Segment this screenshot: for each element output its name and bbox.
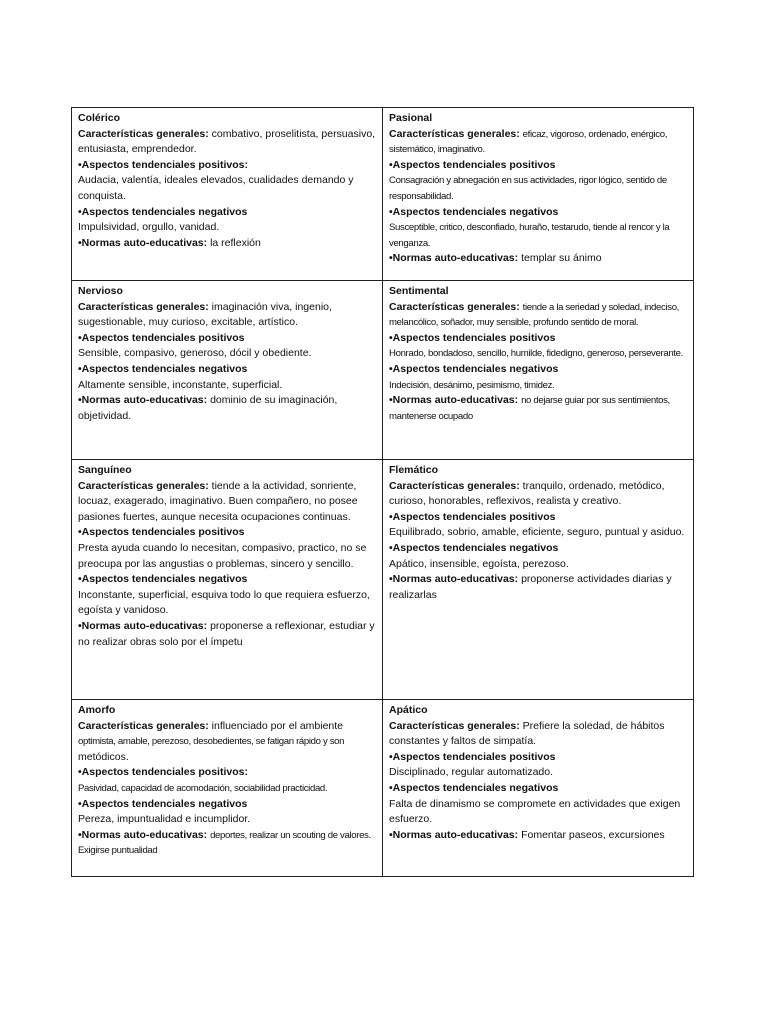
positivos-text: Consagración y abnegación en sus actividades, rigor lógico, sentido de responsabilidad.	[389, 175, 667, 202]
cell-colerico: Colérico Características generales: combativo, proselitista, persuasivo, entusiasta, emprendedor. •Aspectos tendenciales positivos: Audacia, valentía, ideales elevados, cualidades demando y conquista. •Aspectos tendenciales negativos Impulsividad, orgullo, vanidad. •Normas auto-educativas: la reflexión	[72, 108, 383, 281]
cell-nervioso: Nervioso Características generales: imaginación viva, ingenio, sugestionable, muy curioso, excitable, artístico. •Aspectos tendenciales positivos Sensible, compasivo, generoso, dócil y obediente. •Aspectos tendenciales negativos Altamente sensible, inconstante, superficial. •Normas auto-educativas: dominio de su imaginación, objetividad.	[72, 281, 383, 460]
label-normas: •Normas auto-educativas	[389, 252, 515, 265]
positivos-text: Presta ayuda cuando lo necesitan, compasivo, practico, no se preocupa por las angustias o problemas, sincero y sencillo.	[78, 541, 367, 570]
cell-title: Sentimental	[389, 285, 449, 297]
label-positivos: •Aspectos tendenciales positivos	[389, 158, 556, 171]
label-negativos: •Aspectos tendenciales negativos	[389, 541, 559, 554]
cell-title: Nervioso	[78, 285, 123, 297]
temperament-table	[71, 107, 694, 877]
label-generales: Características generales	[78, 127, 206, 140]
label-normas: •Normas auto-educativas	[78, 394, 204, 407]
positivos-text: Disciplinado, regular automatizado.	[389, 766, 554, 779]
label-generales: Características generales	[389, 719, 517, 732]
label-positivos: •Aspectos tendenciales positivos:	[78, 766, 248, 779]
normas-text: Fomentar paseos, excursiones	[521, 828, 665, 841]
cell-apatico: Apático Características generales: Prefiere la soledad, de hábitos constantes y faltos de simpatía. •Aspectos tendenciales positivos Disciplinado, regular automatizado. •Aspectos tendenciales negativos Falta de dinamismo se compromete en actividades que exigen esfuerzo. •Normas auto-educativas: Fomentar paseos, excursiones	[383, 700, 694, 877]
generales-text: Prefiere la soledad, de hábitos constantes y faltos de simpatía.	[389, 719, 665, 748]
generales-text: tranquilo, ordenado, metódico, curioso, honorables, reflexivos, realista y creativo.	[389, 479, 665, 508]
negativos-text: Apático, insensible, egoísta, perezoso.	[389, 557, 569, 570]
normas-text: proponerse actividades diarias y realizarlas	[389, 573, 672, 601]
cell-pasional: Pasional Características generales: eficaz, vigoroso, ordenado, enérgico, sistemático, imaginativo. •Aspectos tendenciales positivos Consagración y abnegación en sus actividades, rigor lógico, sentido de responsabilidad. •Aspectos tendenciales negativos Susceptible, critico, desconfiado, huraño, testarudo, tiende al rencor y la venganza. •Normas auto-educativas: templar su ánimo	[383, 108, 694, 281]
normas-text: dominio de su imaginación, objetividad.	[78, 394, 338, 422]
label-normas: •Normas auto-educativas	[389, 394, 515, 407]
negativos-text: Falta de dinamismo se compromete en actividades que exigen esfuerzo.	[389, 797, 681, 826]
label-negativos: •Aspectos tendenciales negativos	[389, 781, 559, 794]
cell-amorfo: Amorfo Características generales: influenciado por el ambiente optimista, amable, perezoso, desobedientes, se fatigan rápido y son metódicos. •Aspectos tendenciales positivos: Pasividad, capacidad de acomodación, sociabilidad practicidad. •Aspectos tendenciales negativos Pereza, impuntualidad e incumplidor. •Normas auto-educativas: deportes, realizar un scouting de valores. Exigirse puntualidad	[72, 700, 383, 877]
cell-title: Apático	[389, 704, 428, 716]
positivos-text: Audacia, valentía, ideales elevados, cualidades demando y conquista.	[78, 174, 354, 202]
label-normas: •Normas auto-educativas	[78, 619, 204, 632]
label-positivos: •Aspectos tendenciales positivos	[389, 331, 556, 344]
negativos-text: Susceptible, critico, desconfiado, huraño, testarudo, tiende al rencor y la venganza.	[389, 222, 670, 249]
generales-text-a: influenciado por el ambiente	[211, 719, 344, 732]
generales-text: tiende a la seriedad y soledad, indeciso, melancólico, soñador, muy sensible, profundo sentido de moral.	[389, 301, 679, 329]
cell-flematico: Flemático Características generales: tranquilo, ordenado, metódico, curioso, honorables, reflexivos, realista y creativo. •Aspectos tendenciales positivos Equilibrado, sobrio, amable, eficiente, seguro, puntual y asiduo. •Aspectos tendenciales negativos Apático, insensible, egoísta, perezoso. •Normas auto-educativas: proponerse actividades diarias y realizarlas	[383, 460, 694, 700]
table-row	[72, 460, 694, 700]
label-generales: Características generales	[78, 479, 206, 492]
label-generales: Características generales	[389, 300, 517, 313]
positivos-text: Equilibrado, sobrio, amable, eficiente, seguro, puntual y asiduo.	[389, 526, 685, 539]
cell-sentimental: Sentimental Características generales: tiende a la seriedad y soledad, indeciso, melancólico, soñador, muy sensible, profundo sentido de moral. •Aspectos tendenciales positivos Honrado, bondadoso, sencillo, humilde, fidedigno, generoso, perseverante. •Aspectos tendenciales negativos Indecisión, desánimo, pesimismo, timidez. •Normas auto-educativas: no dejarse guiar por sus sentimientos, mantenerse ocupado	[383, 281, 694, 460]
label-negativos: •Aspectos tendenciales negativos	[389, 205, 559, 218]
positivos-text: Pasividad, capacidad de acomodación, sociabilidad practicidad.	[78, 782, 328, 794]
label-positivos: •Aspectos tendenciales positivos	[78, 331, 245, 344]
table-row	[72, 108, 694, 281]
label-generales: Características generales	[389, 479, 517, 492]
label-normas: •Normas auto-educativas	[78, 828, 204, 841]
label-positivos: •Aspectos tendenciales positivos	[389, 510, 556, 523]
label-positivos: •Aspectos tendenciales positivos	[78, 526, 245, 539]
label-negativos: •Aspectos tendenciales negativos	[78, 362, 248, 375]
generales-text-c: metódicos.	[78, 750, 129, 763]
label-positivos: •Aspectos tendenciales positivos:	[78, 158, 248, 171]
label-normas: •Normas auto-educativas:	[78, 236, 208, 249]
negativos-text: Altamente sensible, inconstante, superficial.	[78, 378, 283, 391]
cell-title: Flemático	[389, 464, 439, 476]
label-normas: •Normas auto-educativas:	[389, 828, 519, 841]
label-negativos: •Aspectos tendenciales negativos	[389, 362, 559, 375]
positivos-text: Sensible, compasivo, generoso, dócil y obediente.	[78, 347, 312, 360]
generales-text: eficaz, vigoroso, ordenado, enérgico, sistemático, imaginativo.	[389, 128, 668, 156]
normas-text: proponerse a reflexionar, estudiar y no realizar obras solo por el ímpetu	[78, 619, 375, 648]
normas-text: la reflexión	[210, 236, 261, 249]
generales-text: combativo, proselitista, persuasivo, entusiasta, emprendedor.	[78, 127, 376, 156]
label-generales: Características generales	[78, 300, 206, 313]
cell-title: Sanguíneo	[78, 464, 132, 476]
generales-text: imaginación viva, ingenio, sugestionable, muy curioso, excitable, artístico.	[78, 300, 332, 329]
cell-title: Pasional	[389, 112, 433, 124]
negativos-text: Inconstante, superficial, esquiva todo lo que requiera esfuerzo, egoísta y vanidoso.	[78, 588, 370, 617]
generales-text: tiende a la actividad, sonriente, locuaz, exagerado, imaginativo. Buen compañero, no posee pasiones fuertes, aunque necesita ocupaciones continuas.	[78, 479, 358, 523]
negativos-text: Pereza, impuntualidad e incumplidor.	[78, 813, 251, 826]
negativos-text: Impulsividad, orgullo, vanidad.	[78, 221, 220, 234]
positivos-text: Honrado, bondadoso, sencillo, humilde, fidedigno, generoso, perseverante.	[389, 348, 683, 360]
table-row	[72, 700, 694, 877]
label-generales: Características generales	[389, 127, 517, 140]
label-negativos: •Aspectos tendenciales negativos	[78, 205, 248, 218]
normas-text: deportes, realizar un scouting de valores. Exigirse puntualidad	[78, 829, 371, 857]
label-normas: •Normas auto-educativas	[389, 573, 515, 586]
normas-text: templar su ánimo	[521, 252, 602, 265]
label-negativos: •Aspectos tendenciales negativos	[78, 573, 248, 586]
label-positivos: •Aspectos tendenciales positivos	[389, 750, 556, 763]
negativos-text: Indecisión, desánimo, pesimismo, timidez.	[389, 379, 555, 391]
cell-title: Amorfo	[78, 704, 116, 716]
label-negativos: •Aspectos tendenciales negativos	[78, 797, 248, 810]
table-row	[72, 281, 694, 460]
label-generales: Características generales	[78, 719, 206, 732]
cell-title: Colérico	[78, 112, 121, 124]
normas-text: no dejarse guiar por sus sentimientos, mantenerse ocupado	[389, 395, 670, 422]
generales-text-b: optimista, amable, perezoso, desobedientes, se fatigan rápido y son	[78, 736, 345, 748]
cell-sanguineo: Sanguíneo Características generales: tiende a la actividad, sonriente, locuaz, exagerado, imaginativo. Buen compañero, no posee pasiones fuertes, aunque necesita ocupaciones continuas. •Aspectos tendenciales positivos Presta ayuda cuando lo necesitan, compasivo, practico, no se preocupa por las angustias o problemas, sincero y sencillo. •Aspectos tendenciales negativos Inconstante, superficial, esquiva todo lo que requiera esfuerzo, egoísta y vanidoso. •Normas auto-educativas: proponerse a reflexionar, estudiar y no realizar obras solo por el ímpetu	[72, 460, 383, 700]
